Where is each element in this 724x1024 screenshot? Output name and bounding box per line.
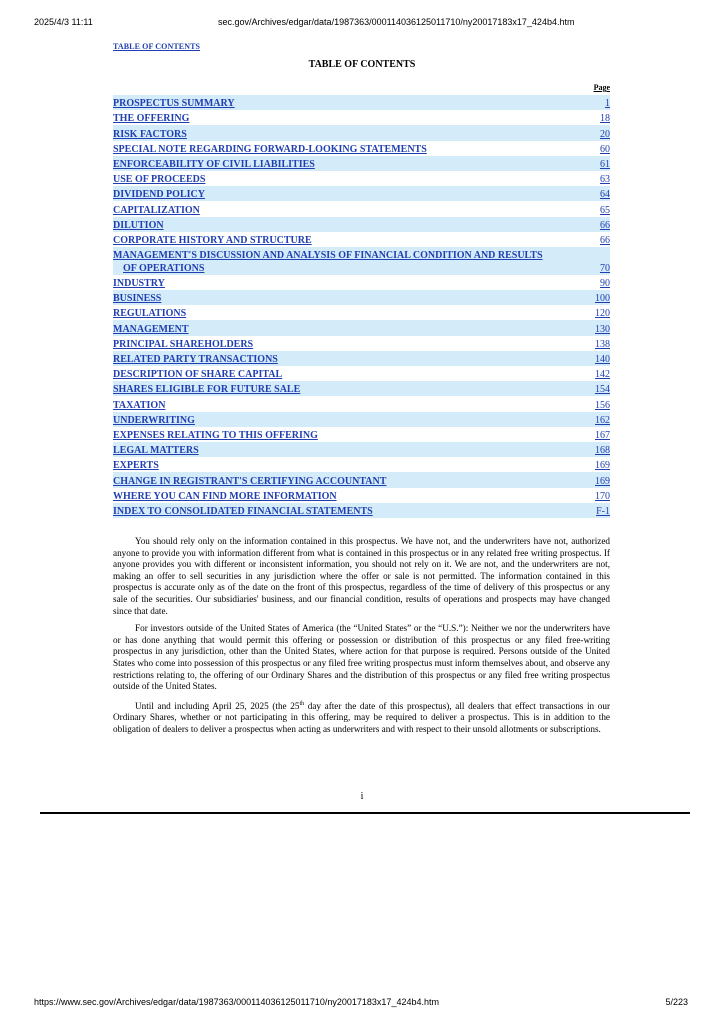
notice-paragraph-3-start: Until and including April 25, 2025 (the 25 — [135, 700, 300, 711]
toc-entry-link[interactable]: MANAGEMENT — [113, 323, 189, 335]
toc-entry-link[interactable]: SPECIAL NOTE REGARDING FORWARD-LOOKING STATEMENTS — [113, 143, 427, 155]
toc-row — [113, 290, 610, 305]
toc-entry-link[interactable]: DIVIDEND POLICY — [113, 189, 205, 201]
page-column-header: Page — [593, 83, 610, 92]
print-datetime: 2025/4/3 11:11 — [34, 17, 93, 27]
toc-page-link[interactable]: 20 — [600, 128, 610, 140]
toc-row — [113, 396, 610, 411]
print-url-header: sec.gov/Archives/edgar/data/1987363/000114036125011710/ny20017183x17_424b4.htm — [218, 17, 575, 27]
ordinal-suffix: th — [299, 700, 305, 707]
toc-page-link[interactable]: 167 — [595, 429, 610, 441]
toc-row — [113, 232, 610, 247]
toc-page-link[interactable]: 162 — [595, 414, 610, 426]
toc-row — [113, 110, 610, 125]
toc-page-link[interactable]: 1 — [605, 98, 610, 110]
toc-page-link[interactable]: 61 — [600, 158, 610, 170]
toc-row — [113, 201, 610, 216]
toc-row — [113, 503, 610, 518]
toc-entry-link[interactable]: EXPENSES RELATING TO THIS OFFERING — [113, 429, 318, 441]
toc-entry-link[interactable]: WHERE YOU CAN FIND MORE INFORMATION — [113, 490, 337, 502]
toc-page-link[interactable]: 18 — [600, 113, 610, 125]
toc-entry-link[interactable]: USE OF PROCEEDS — [113, 174, 206, 186]
toc-page-link[interactable]: 140 — [595, 354, 610, 365]
toc-row — [113, 442, 610, 457]
toc-page-link[interactable]: 66 — [600, 219, 610, 231]
toc-page-link[interactable]: 142 — [595, 369, 610, 381]
toc-page-link[interactable]: 63 — [600, 174, 610, 186]
toc-page-link[interactable]: 169 — [595, 475, 610, 487]
toc-row — [113, 171, 610, 186]
toc-entry-link[interactable]: DILUTION — [113, 219, 164, 231]
toc-page-link[interactable]: 169 — [595, 460, 610, 472]
toc-row — [113, 186, 610, 201]
toc-row — [113, 275, 610, 290]
toc-page-link[interactable]: 130 — [595, 323, 610, 335]
toc-row — [113, 351, 610, 366]
toc-page-link[interactable]: 154 — [595, 384, 610, 396]
toc-entry-link[interactable]: LEGAL MATTERS — [113, 445, 199, 457]
toc-row — [113, 156, 610, 171]
toc-entry-link[interactable]: EXPERTS — [113, 460, 159, 472]
toc-row — [113, 247, 610, 275]
toc-entry-link[interactable]: CORPORATE HISTORY AND STRUCTURE — [113, 234, 312, 246]
toc-row — [113, 320, 610, 335]
toc-entry-link[interactable]: PRINCIPAL SHAREHOLDERS — [113, 338, 254, 350]
toc-entry-link[interactable]: CAPITALIZATION — [113, 204, 200, 216]
toc-page-link[interactable]: 168 — [595, 445, 610, 457]
toc-row — [113, 457, 610, 472]
toc-row — [113, 366, 610, 381]
toc-entry-link[interactable]: DESCRIPTION OF SHARE CAPITAL — [113, 369, 283, 381]
toc-page-link[interactable]: F-1 — [596, 505, 610, 517]
page-divider — [40, 812, 690, 814]
toc-page-link[interactable]: 66 — [600, 234, 610, 246]
toc-entry-link[interactable]: RISK FACTORS — [113, 128, 187, 140]
toc-entry-link[interactable]: INDEX TO CONSOLIDATED FINANCIAL STATEMENTS — [113, 505, 373, 517]
toc-row — [113, 427, 610, 442]
notice-paragraph-2: For investors outside of the United States of America (the “United States” or the “U.S.”): Neither we nor the underwriters have or has done anything that would permit this offering or possession or distribution of this prospectus or any filed free-writing prospectus in any jurisdiction, other than the United States, where action for that purpose is required. Persons outside of the United States who come into possession of this prospectus or any filed free writing prospectus must inform themselves about, and observe any restrictions relating to, the offering of our Ordinary Shares and the distribution of this prospectus or any filed free writing prospectus outside of the United States. — [113, 623, 610, 692]
toc-page-link[interactable]: 90 — [600, 278, 610, 290]
toc-row — [113, 412, 610, 427]
toc-table — [113, 95, 610, 518]
page-number: i — [360, 791, 364, 802]
toc-page-link[interactable]: 100 — [595, 293, 610, 305]
toc-entry-link[interactable]: REGULATIONS — [113, 308, 187, 320]
toc-page-link[interactable]: 138 — [595, 338, 610, 350]
toc-row — [113, 305, 610, 320]
toc-entry-link[interactable]: THE OFFERING — [113, 113, 190, 125]
toc-entry-link[interactable]: INDUSTRY — [113, 278, 165, 290]
toc-row — [113, 95, 610, 110]
table-of-contents-link[interactable]: TABLE OF CONTENTS — [113, 42, 201, 51]
toc-page-link[interactable]: 64 — [600, 189, 610, 201]
toc-title: TABLE OF CONTENTS — [308, 59, 416, 70]
toc-page-link[interactable]: 65 — [600, 204, 610, 216]
toc-row — [113, 217, 610, 232]
toc-entry-link[interactable]: RELATED PARTY TRANSACTIONS — [113, 354, 278, 365]
toc-page-link[interactable]: 120 — [595, 308, 610, 320]
toc-row — [113, 381, 610, 396]
toc-entry-link[interactable]: SHARES ELIGIBLE FOR FUTURE SALE — [113, 384, 301, 396]
toc-page-link[interactable]: 156 — [595, 399, 610, 411]
toc-entry-link[interactable]: CHANGE IN REGISTRANT'S CERTIFYING ACCOUNTANT — [113, 475, 387, 487]
toc-page-link[interactable]: 170 — [595, 490, 610, 502]
toc-row — [113, 141, 610, 156]
toc-row — [113, 336, 610, 351]
prospectus-notice — [113, 536, 610, 742]
toc-entry-title: MANAGEMENT'S DISCUSSION AND ANALYSIS OF FINANCIAL CONDITION AND RESULTS — [113, 249, 543, 261]
notice-paragraph-1: You should rely only on the information contained in this prospectus. We have not, and the underwriters have not, authorized anyone to provide you with information different from what is contained in this prospectus or in any related free writing prospectus. If anyone provides you with different or inconsistent information, you should not rely on it. We are not, and the underwriters are not, making an offer to sell securities in any jurisdiction where the offer or sale is not permitted. The information contained in this prospectus is accurate only as of the date on the front of this prospectus, regardless of the time of delivery of this prospectus or any sale of the securities. Our subsidiaries' business, and our financial condition, results of operations and prospects may have changed since that date. — [113, 536, 610, 616]
toc-entry-link[interactable] — [113, 249, 543, 275]
toc-row — [113, 472, 610, 487]
notice-paragraph-3-end: day after the date of this prospectus), all dealers that effect transactions in our Ordinary Shares, whether or not participating in this offering, may be required to deliver a prospectus. This is in addition to the obligation of dealers to deliver a prospectus when acting as underwriters and with respect to their unsold allotments or subscriptions. — [113, 700, 611, 734]
toc-row — [113, 488, 610, 503]
print-page-count: 5/223 — [665, 997, 688, 1007]
toc-entry-link[interactable]: TAXATION — [113, 399, 166, 411]
print-url-footer: https://www.sec.gov/Archives/edgar/data/1987363/000114036125011710/ny20017183x17_424b4.htm — [34, 997, 439, 1007]
toc-entry-link[interactable]: ENFORCEABILITY OF CIVIL LIABILITIES — [113, 158, 315, 170]
toc-entry-link[interactable]: PROSPECTUS SUMMARY — [113, 98, 235, 110]
toc-row — [113, 125, 610, 140]
toc-entry-link[interactable]: BUSINESS — [113, 293, 162, 305]
toc-page-link[interactable]: 60 — [600, 143, 610, 155]
toc-entry-title-continued: OF OPERATIONS — [123, 262, 205, 274]
toc-page-link[interactable]: 70 — [600, 262, 610, 274]
toc-entry-link[interactable]: UNDERWRITING — [113, 414, 195, 426]
notice-paragraph-3 — [113, 699, 610, 736]
